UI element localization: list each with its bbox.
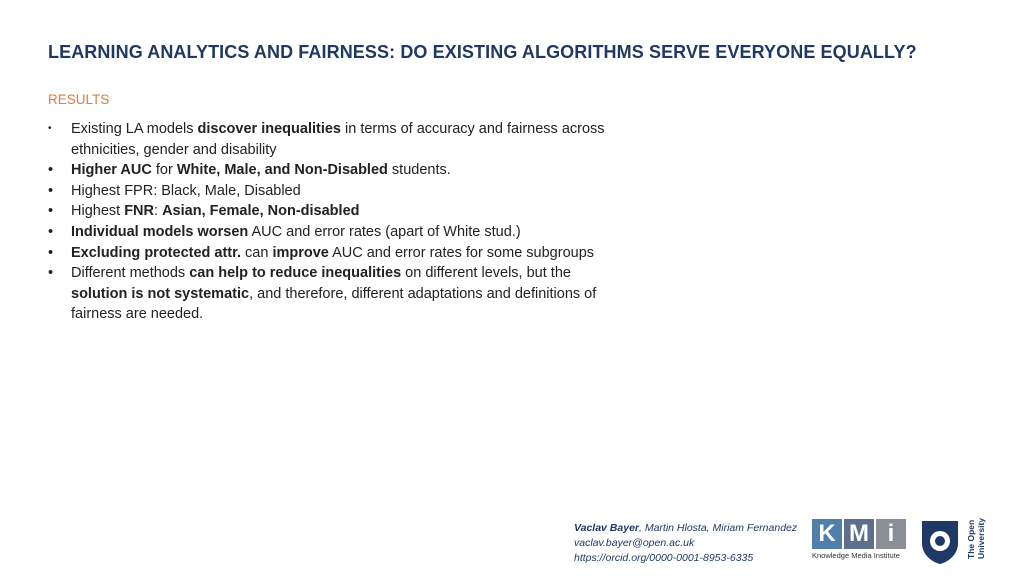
bullet-text: Different methods [71,265,190,282]
bullet-text: Highest [71,203,125,220]
author-main: Vaclav Bayer [574,522,639,534]
section-heading: RESULTS [48,92,110,107]
bullet-text-bold: improve [272,244,329,261]
bullet-text: students. [387,162,451,179]
bullet-text-bold: Excluding protected attr. [71,244,241,261]
bullet-marker: • [48,244,54,261]
bullet-text: Existing LA models [71,121,198,137]
kmi-logo-i: i [876,519,906,549]
ou-logo-line1: The Open [966,519,976,559]
bullet-text-bold: Asian, Female, Non-disabled [162,203,360,220]
bullet-text: for [151,162,177,179]
bullet-text: , and therefore, different adaptations and definitions of fairness are needed. [71,285,597,323]
bullet-text-bold: FNR [124,203,155,220]
bullet-text-bold: White, Male, and Non-Disabled [176,162,388,179]
bullet-item [48,222,628,243]
slide-title: LEARNING ANALYTICS AND FAIRNESS: DO EXISTING ALGORITHMS SERVE EVERYONE EQUALLY? [48,42,917,62]
bullet-marker: • [48,162,54,179]
kmi-logo-m: M [844,519,874,549]
bullet-marker: • [48,223,54,240]
bullet-marker: • [48,123,52,134]
bullet-item [48,119,628,160]
author-email: vaclav.bayer@open.ac.uk [574,537,695,549]
bullet-item [48,181,628,202]
author-footer [574,521,797,566]
bullet-text-bold: Individual models worsen [71,223,249,240]
ou-logo-line2: University [976,517,986,559]
bullet-marker: • [48,265,54,282]
bullet-text: can [241,244,273,261]
open-university-logo [920,517,990,565]
results-bullet-list [48,119,628,325]
author-orcid: https://orcid.org/0000-0001-8953-6335 [574,552,754,564]
bullet-text-bold: solution is not systematic [71,285,250,302]
bullet-item [48,243,628,264]
bullet-text: in terms of accuracy and fairness across ethnicities, gender and disability [71,121,605,158]
bullet-text: AUC and error rates (apart of White stud.) [248,223,521,240]
kmi-logo-caption: Knowledge Media Institute [812,551,900,560]
bullet-text: on different levels, but the [401,265,571,282]
bullet-text-bold: discover inequalities [197,121,341,137]
kmi-logo-k: K [812,519,842,549]
bullet-marker: • [48,203,54,220]
authors-line [574,521,797,536]
bullet-item [48,201,628,222]
bullet-text-bold: can help to reduce inequalities [189,265,402,282]
bullet-text: : [154,203,163,220]
bullet-text: Highest FPR: Black, Male, Disabled [71,182,301,199]
bullet-marker: • [48,182,54,199]
bullet-text: AUC and error rates for some subgroups [328,244,595,261]
bullet-item [48,160,628,181]
authors-rest: , Martin Hlosta, Miriam Fernandez [639,522,798,534]
bullet-item [48,263,628,325]
bullet-text-bold: Higher AUC [71,162,152,179]
kmi-logo [812,519,908,561]
ou-logo-text [966,518,986,559]
ou-shield-icon [920,517,960,565]
